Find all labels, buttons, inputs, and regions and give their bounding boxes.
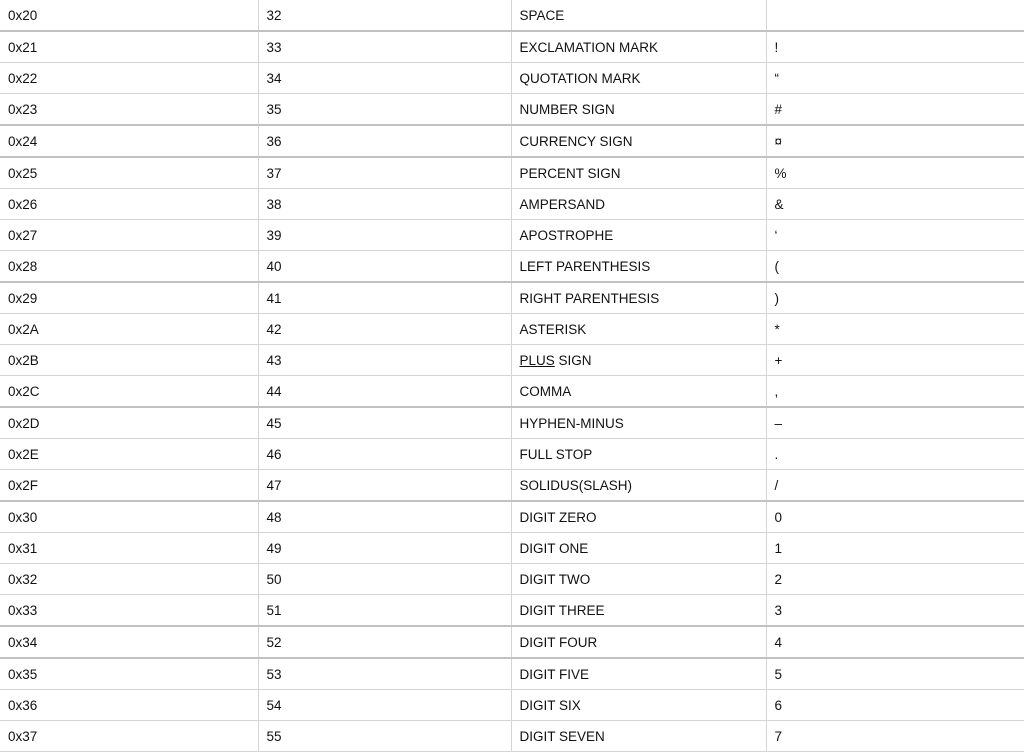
decimal-code-cell: 50 — [258, 564, 511, 595]
hex-code-cell: 0x35 — [0, 658, 258, 690]
table-row — [0, 282, 1024, 314]
glyph-cell: , — [766, 376, 1024, 408]
character-name-cell: DIGIT ZERO — [511, 501, 766, 533]
decimal-code-cell: 34 — [258, 63, 511, 94]
hex-code-cell: 0x28 — [0, 251, 258, 283]
table-row — [0, 125, 1024, 157]
glyph-cell: + — [766, 345, 1024, 376]
glyph-cell: * — [766, 314, 1024, 345]
table-row — [0, 690, 1024, 721]
hex-code-cell: 0x25 — [0, 157, 258, 189]
decimal-code-cell: 51 — [258, 595, 511, 627]
glyph-cell: ! — [766, 31, 1024, 63]
glyph-cell: 2 — [766, 564, 1024, 595]
glyph-cell: “ — [766, 63, 1024, 94]
decimal-code-cell: 42 — [258, 314, 511, 345]
character-name-cell: HYPHEN-MINUS — [511, 407, 766, 439]
table-row — [0, 407, 1024, 439]
decimal-code-cell: 53 — [258, 658, 511, 690]
hex-code-cell: 0x34 — [0, 626, 258, 658]
character-name-cell: PERCENT SIGN — [511, 157, 766, 189]
character-name-cell: DIGIT TWO — [511, 564, 766, 595]
hex-code-cell: 0x2F — [0, 470, 258, 502]
hex-code-cell: 0x22 — [0, 63, 258, 94]
decimal-code-cell: 35 — [258, 94, 511, 126]
hex-code-cell: 0x24 — [0, 125, 258, 157]
table-row — [0, 314, 1024, 345]
glyph-cell: 7 — [766, 721, 1024, 752]
glyph-cell: ¤ — [766, 125, 1024, 157]
table-row — [0, 63, 1024, 94]
table-row — [0, 345, 1024, 376]
decimal-code-cell: 41 — [258, 282, 511, 314]
hex-code-cell: 0x2E — [0, 439, 258, 470]
character-name-cell: QUOTATION MARK — [511, 63, 766, 94]
decimal-code-cell: 37 — [258, 157, 511, 189]
character-name-cell: APOSTROPHE — [511, 220, 766, 251]
hex-code-cell: 0x30 — [0, 501, 258, 533]
decimal-code-cell: 40 — [258, 251, 511, 283]
glyph-cell: 4 — [766, 626, 1024, 658]
character-name-cell: DIGIT SEVEN — [511, 721, 766, 752]
table-row — [0, 470, 1024, 502]
decimal-code-cell: 49 — [258, 533, 511, 564]
glyph-cell: % — [766, 157, 1024, 189]
table-row — [0, 533, 1024, 564]
character-name-cell: AMPERSAND — [511, 189, 766, 220]
table-row — [0, 564, 1024, 595]
hex-code-cell: 0x27 — [0, 220, 258, 251]
hex-code-cell: 0x2D — [0, 407, 258, 439]
hex-code-cell: 0x23 — [0, 94, 258, 126]
character-name-cell: ASTERISK — [511, 314, 766, 345]
hex-code-cell: 0x2B — [0, 345, 258, 376]
table-row — [0, 439, 1024, 470]
glyph-cell: / — [766, 470, 1024, 502]
hex-code-cell: 0x21 — [0, 31, 258, 63]
table-row — [0, 94, 1024, 126]
character-name-cell: EXCLAMATION MARK — [511, 31, 766, 63]
decimal-code-cell: 43 — [258, 345, 511, 376]
table-row — [0, 189, 1024, 220]
decimal-code-cell: 33 — [258, 31, 511, 63]
glyph-cell: 6 — [766, 690, 1024, 721]
character-name-cell: SPACE — [511, 0, 766, 31]
character-name-cell: RIGHT PARENTHESIS — [511, 282, 766, 314]
glyph-cell: 5 — [766, 658, 1024, 690]
character-name-cell: SOLIDUS(SLASH) — [511, 470, 766, 502]
decimal-code-cell: 39 — [258, 220, 511, 251]
decimal-code-cell: 44 — [258, 376, 511, 408]
table-row — [0, 31, 1024, 63]
table-row — [0, 251, 1024, 283]
table-row — [0, 376, 1024, 408]
glyph-cell: 3 — [766, 595, 1024, 627]
glyph-cell: & — [766, 189, 1024, 220]
table-row — [0, 0, 1024, 31]
table-row — [0, 658, 1024, 690]
decimal-code-cell: 32 — [258, 0, 511, 31]
glyph-cell: 0 — [766, 501, 1024, 533]
character-name-cell: CURRENCY SIGN — [511, 125, 766, 157]
hex-code-cell: 0x36 — [0, 690, 258, 721]
hex-code-cell: 0x31 — [0, 533, 258, 564]
name-rest: SIGN — [554, 352, 592, 368]
underlined-name-part: PLUS — [519, 352, 555, 368]
character-name-cell: DIGIT ONE — [511, 533, 766, 564]
table-row — [0, 626, 1024, 658]
character-name-cell: DIGIT THREE — [511, 595, 766, 627]
decimal-code-cell: 45 — [258, 407, 511, 439]
decimal-code-cell: 38 — [258, 189, 511, 220]
table-row — [0, 220, 1024, 251]
hex-code-cell: 0x2C — [0, 376, 258, 408]
hex-code-cell: 0x29 — [0, 282, 258, 314]
decimal-code-cell: 48 — [258, 501, 511, 533]
decimal-code-cell: 52 — [258, 626, 511, 658]
hex-code-cell: 0x2A — [0, 314, 258, 345]
character-name-cell: DIGIT SIX — [511, 690, 766, 721]
hex-code-cell: 0x26 — [0, 189, 258, 220]
character-name-cell: DIGIT FIVE — [511, 658, 766, 690]
character-name-cell — [511, 345, 766, 376]
table-row — [0, 595, 1024, 627]
decimal-code-cell: 36 — [258, 125, 511, 157]
glyph-cell: – — [766, 407, 1024, 439]
glyph-cell: . — [766, 439, 1024, 470]
character-name-cell: FULL STOP — [511, 439, 766, 470]
decimal-code-cell: 55 — [258, 721, 511, 752]
decimal-code-cell: 47 — [258, 470, 511, 502]
hex-code-cell: 0x33 — [0, 595, 258, 627]
table-row — [0, 721, 1024, 752]
hex-code-cell: 0x37 — [0, 721, 258, 752]
glyph-cell: # — [766, 94, 1024, 126]
glyph-cell: ( — [766, 251, 1024, 283]
table-row — [0, 157, 1024, 189]
hex-code-cell: 0x20 — [0, 0, 258, 31]
decimal-code-cell: 54 — [258, 690, 511, 721]
character-name-cell: COMMA — [511, 376, 766, 408]
glyph-cell: ) — [766, 282, 1024, 314]
character-name-cell: DIGIT FOUR — [511, 626, 766, 658]
glyph-cell — [766, 0, 1024, 31]
character-name-cell: LEFT PARENTHESIS — [511, 251, 766, 283]
character-name-cell: NUMBER SIGN — [511, 94, 766, 126]
table-row — [0, 501, 1024, 533]
decimal-code-cell: 46 — [258, 439, 511, 470]
glyph-cell: ‘ — [766, 220, 1024, 251]
glyph-cell: 1 — [766, 533, 1024, 564]
hex-code-cell: 0x32 — [0, 564, 258, 595]
